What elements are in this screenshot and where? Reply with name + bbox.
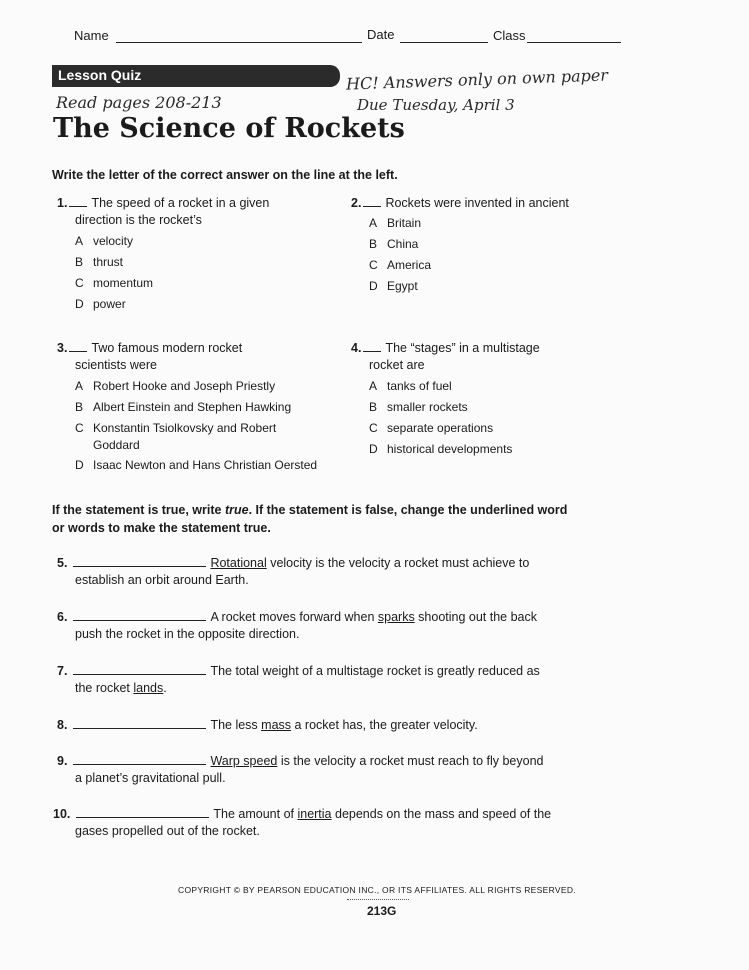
- option-b: B smaller rockets: [369, 400, 468, 414]
- option-b: B China: [369, 237, 419, 251]
- answer-blank[interactable]: [69, 196, 87, 207]
- question-stem: Rockets were invented in ancient: [385, 196, 569, 210]
- option-a: A velocity: [75, 234, 134, 248]
- class-line[interactable]: [527, 42, 621, 43]
- option-d: D historical developments: [369, 442, 513, 456]
- statement-9: 9. Warp speed is the velocity a rocket must reach to fly beyond a planet’s gravitational pull.: [57, 754, 544, 785]
- answer-blank[interactable]: [363, 196, 381, 207]
- handwritten-note-2: Due Tuesday, April 3: [357, 96, 515, 114]
- section2-instruction: If the statement is true, write true. If the statement is false, change the underlined word or words to make the statement true.: [52, 503, 568, 535]
- copyright-notice: COPYRIGHT © BY PEARSON EDUCATION INC., OR ITS AFFILIATES. ALL RIGHTS RESERVED.: [178, 885, 576, 895]
- page-number: 213G: [367, 904, 397, 918]
- option-d: D Isaac Newton and Hans Christian Oersted: [75, 458, 318, 472]
- option-a: A Robert Hooke and Joseph Priestly: [75, 379, 276, 393]
- answer-blank[interactable]: [73, 610, 206, 621]
- question-stem-cont: scientists were: [75, 358, 157, 372]
- lesson-quiz-banner: [52, 65, 340, 87]
- handwritten-note-3: Read pages 208-213: [56, 93, 222, 112]
- class-label: Class: [493, 28, 526, 43]
- name-label: Name: [74, 28, 109, 43]
- question-stem: The speed of a rocket in a given: [91, 196, 270, 210]
- statement-6: 6. A rocket moves forward when sparks shooting out the back push the rocket in the opposite direction.: [57, 610, 538, 641]
- answer-blank[interactable]: [76, 807, 209, 818]
- footer-divider: [347, 899, 409, 900]
- question-stem-cont: direction is the rocket’s: [75, 213, 202, 227]
- answer-blank[interactable]: [363, 341, 381, 352]
- statement-8: 8. The less mass a rocket has, the greater velocity.: [57, 718, 478, 732]
- question-number: 4.: [351, 341, 362, 355]
- answer-blank[interactable]: [73, 664, 206, 675]
- date-line[interactable]: [400, 42, 488, 43]
- question-number: 3.: [57, 341, 68, 355]
- option-b: B Albert Einstein and Stephen Hawking: [75, 400, 292, 414]
- answer-blank[interactable]: [69, 341, 87, 352]
- banner-label: Lesson Quiz: [58, 67, 142, 83]
- answer-blank[interactable]: [73, 556, 206, 567]
- question-1: [57, 195, 327, 315]
- option-a: A tanks of fuel: [369, 379, 452, 393]
- option-c: C America: [369, 258, 432, 272]
- handwritten-note-1: HC! Answers only on own paper: [345, 65, 609, 94]
- question-3: [57, 340, 342, 476]
- question-4: [351, 340, 621, 460]
- answer-blank[interactable]: [73, 718, 206, 729]
- section1-instruction: Write the letter of the correct answer on the line at the left.: [52, 168, 398, 182]
- option-c: C separate operations: [369, 421, 494, 435]
- answer-blank[interactable]: [73, 754, 206, 765]
- question-number: 2.: [351, 196, 362, 210]
- question-2: [351, 195, 621, 297]
- option-c: C Konstantin Tsiolkovsky and Robert: [75, 421, 277, 435]
- option-b: B thrust: [75, 255, 124, 269]
- statement-10: 10. The amount of inertia depends on the mass and speed of the gases propelled out of the rocket.: [53, 807, 552, 838]
- option-d: D power: [75, 297, 126, 311]
- statement-5: 5. Rotational velocity is the velocity a rocket must achieve to establish an orbit around Earth.: [57, 556, 530, 587]
- option-c-cont: Goddard: [93, 438, 140, 452]
- question-number: 1.: [57, 196, 68, 210]
- statement-7: 7. The total weight of a multistage rocket is greatly reduced as the rocket lands.: [57, 664, 540, 695]
- option-c: C momentum: [75, 276, 154, 290]
- question-stem: Two famous modern rocket: [91, 341, 243, 355]
- page-title: The Science of Rockets: [53, 113, 405, 144]
- question-stem-cont: rocket are: [369, 358, 425, 372]
- option-d: D Egypt: [369, 279, 418, 293]
- question-stem: The “stages” in a multistage: [385, 341, 540, 355]
- option-a: A Britain: [369, 216, 422, 230]
- name-line[interactable]: [116, 42, 362, 43]
- date-label: Date: [367, 27, 395, 42]
